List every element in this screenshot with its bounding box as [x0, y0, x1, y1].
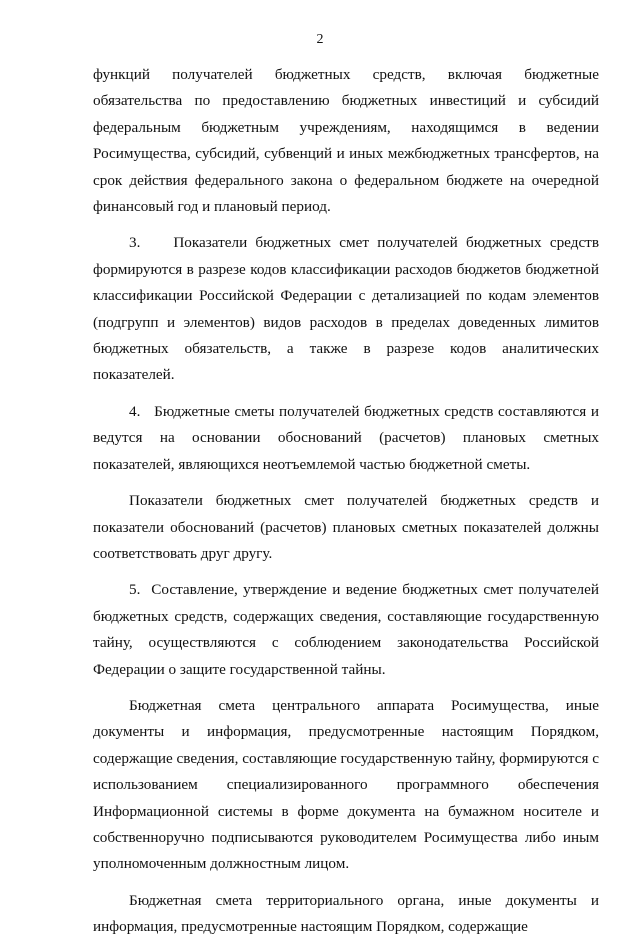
paragraph-indicators-match: Показатели бюджетных смет получателей бюджетных средств и показатели обоснований (расчетов) плановых сметных показателей должны соответствовать друг другу.	[93, 492, 599, 562]
page-number: 2	[316, 32, 324, 47]
paragraph-item-4: 4. Бюджетные сметы получателей бюджетных средств составляются и ведутся на основании обоснований (расчетов) плановых сметных показателей, являющихся неотъемлемой частью бюджетной сметы.	[93, 402, 599, 473]
paragraph-territorial-body-estimate: Бюджетная смета территориального органа, иные документы и информация, предусмотренные настоящим Порядком, содержащие	[93, 891, 599, 936]
document-body	[93, 62, 599, 941]
paragraph-item-5: 5. Составление, утверждение и ведение бюджетных смет получателей бюджетных средств, содержащих сведения, составляющие государственную тайну, осуществляются с соблюдением законодательства Российской Федерации о защите государственной тайны.	[93, 581, 599, 678]
paragraph-continuation: функций получателей бюджетных средств, включая бюджетные обязательства по предоставлению бюджетных инвестиций и субсидий федеральным бюджетным учреждениям, находящимся в ведении Росимущества, субсидий, субвенций и иных межбюджетных трансфертов, на срок действия федерального закона о федеральном бюджете на очередной финансовый год и плановый период.	[93, 66, 599, 216]
paragraph-item-3: 3. Показатели бюджетных смет получателей бюджетных средств формируются в разрезе кодов классификации расходов бюджетов бюджетной классификации Российской Федерации с детализацией по кодам элементов (подгрупп и элементов) видов расходов в пределах доведенных лимитов бюджетных обязательств, а также в разрезе кодов аналитических показателей.	[93, 234, 599, 384]
paragraph-central-office-estimate: Бюджетная смета центрального аппарата Росимущества, иные документы и информация, предусмотренные настоящим Порядком, содержащие сведения, составляющие государственную тайну, формируются с использованием специализированного программного обеспечения Информационной системы в форме документа на бумажном носителе и собственноручно подписываются руководителем Росимущества либо иным уполномоченным должностным лицом.	[93, 696, 599, 873]
